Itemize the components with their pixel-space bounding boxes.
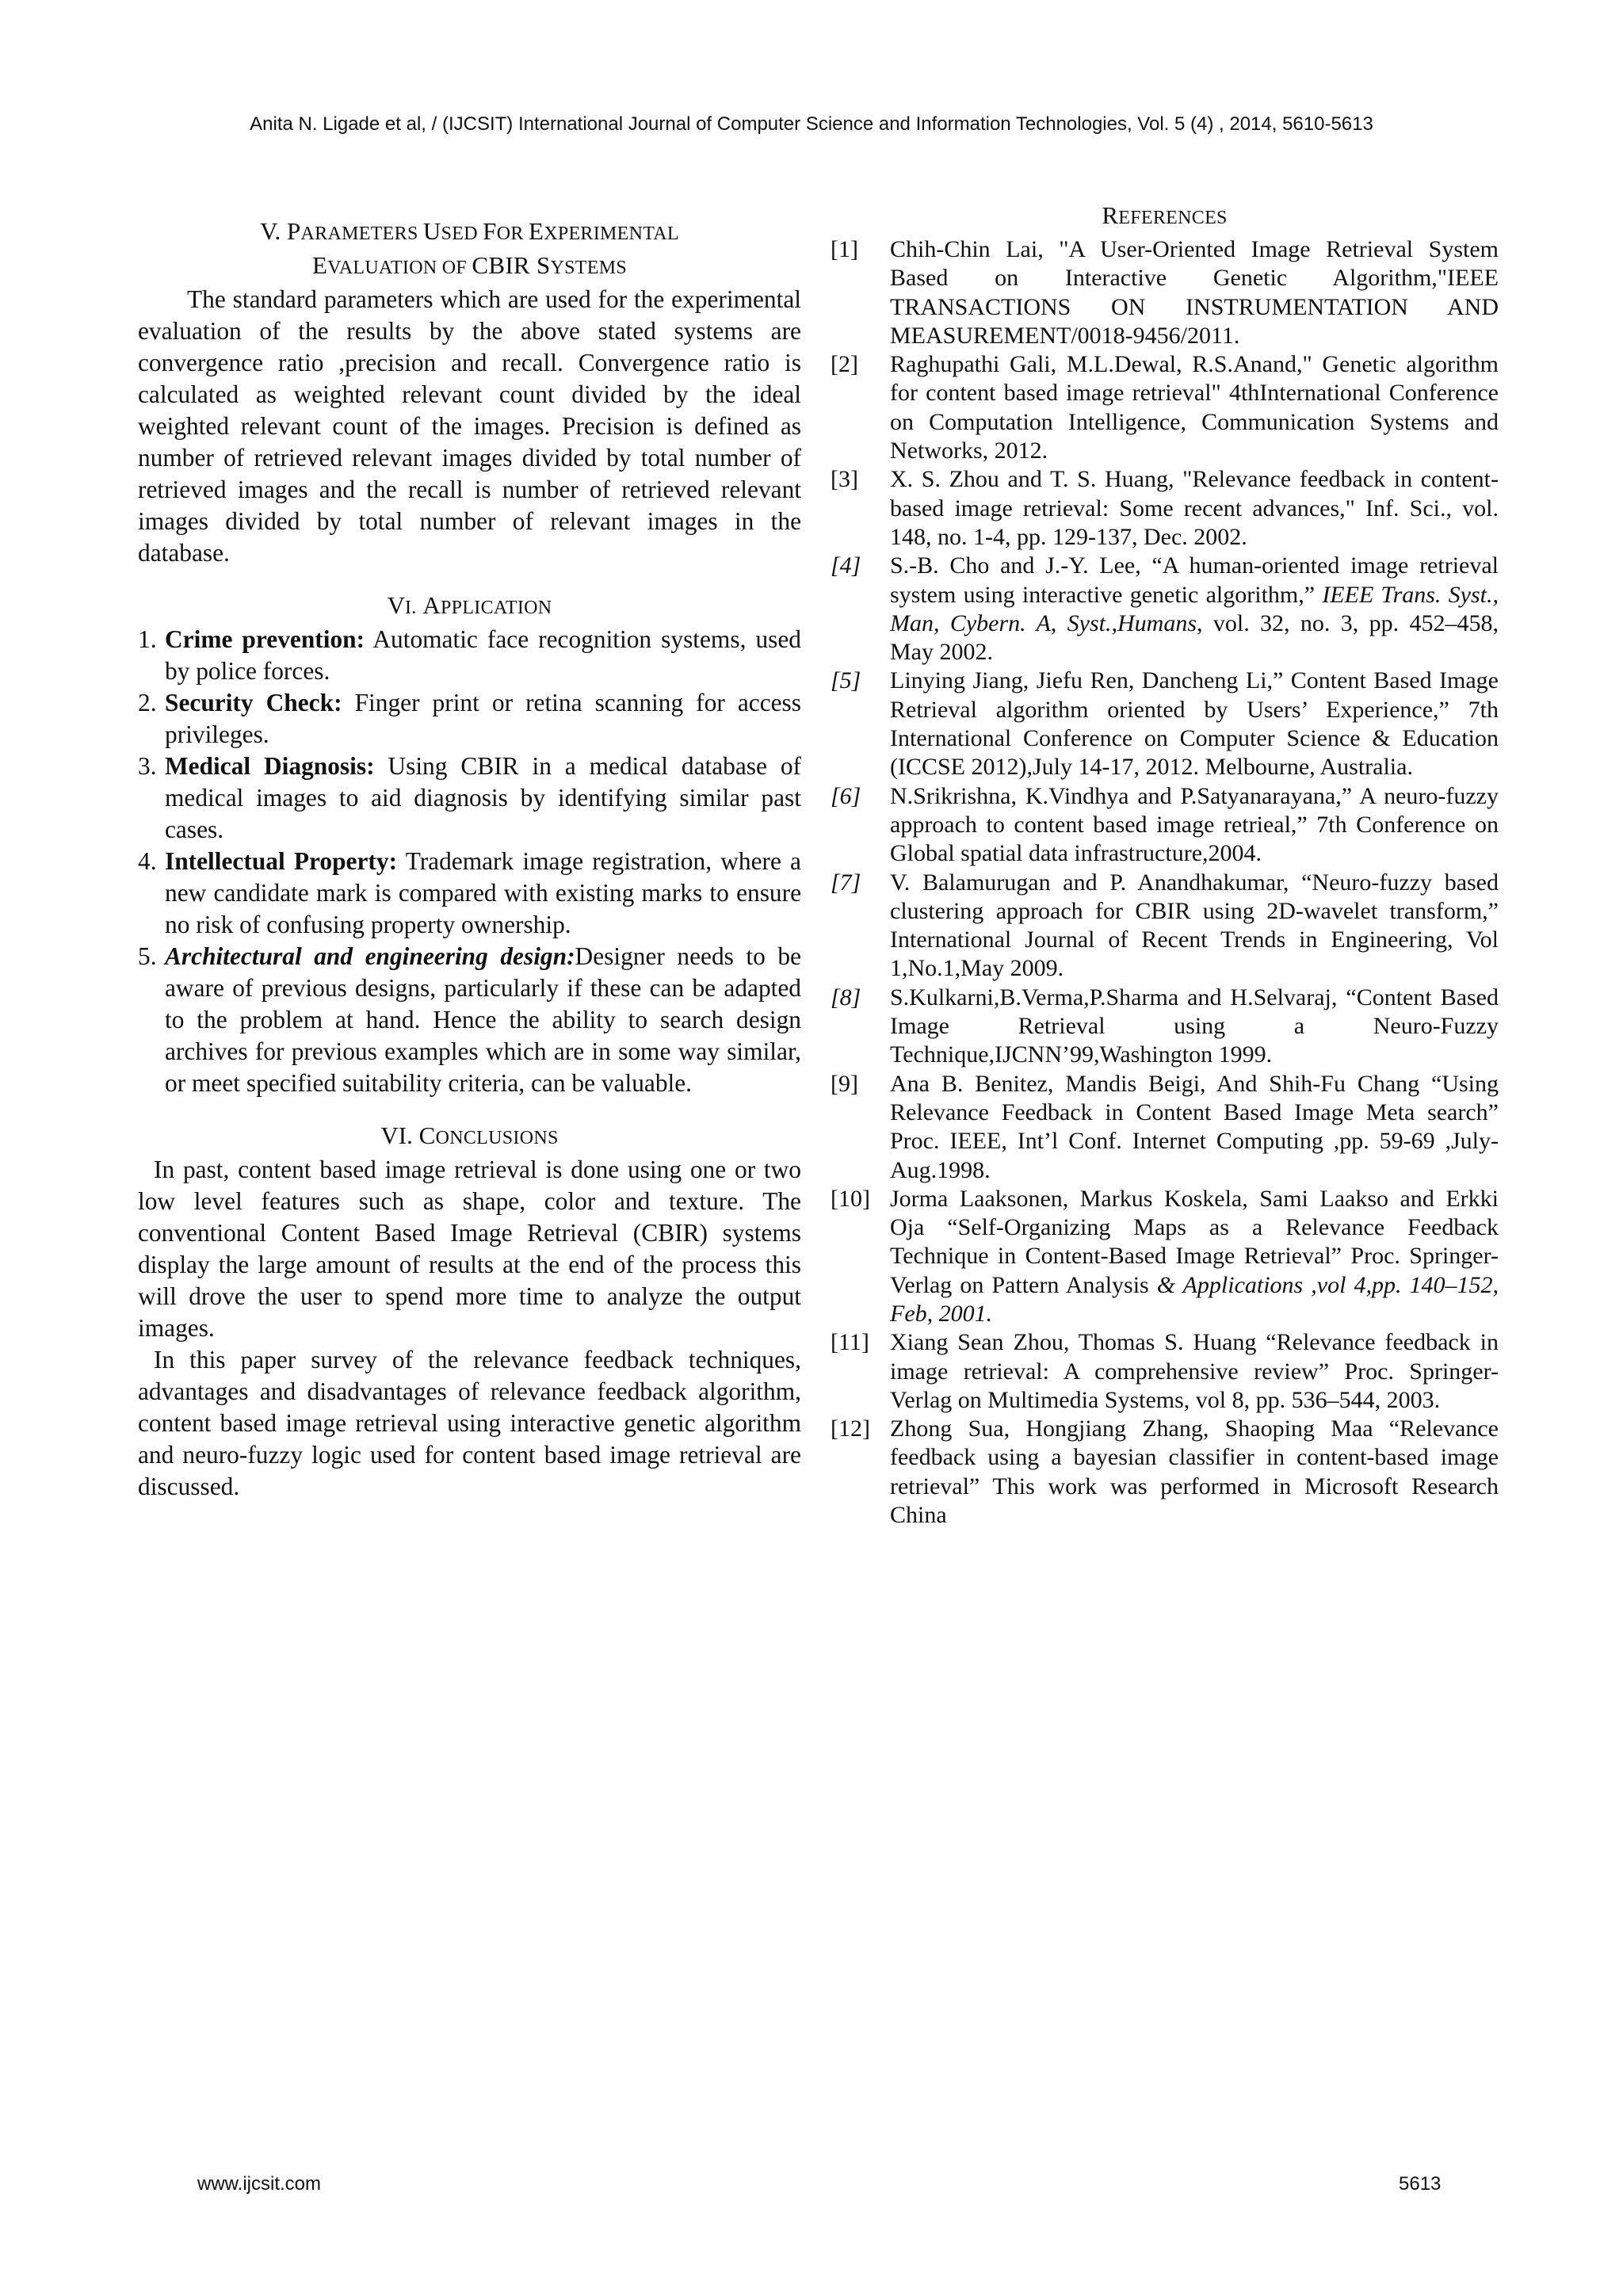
section-heading-application [138, 590, 801, 624]
reference-text: S.Kulkarni,B.Verma,P.Sharma and H.Selvaraj, “Content Based Image Retrieval using a Neuro-Fuzzy Technique,IJCNN’99,Washington 1999. [890, 984, 1499, 1068]
reference-text-italic: & Applications ,vol 4,pp. 140–152, Feb, 2001. [890, 1271, 1499, 1327]
references-heading [831, 200, 1499, 234]
list-term: Crime prevention: [165, 625, 365, 653]
section-heading-line-2: EVALUATION OF CBIR SYSTEMS [311, 251, 628, 279]
reference-text: Linying Jiang, Jiefu Ren, Dancheng Li,” Content Based Image Retrieval algorithm oriented by Users’ Experience,” 7th International Conference on Computer Science & Education (ICCSE 2012),July 14-17, 2012. Melbourne, Australia. [890, 667, 1499, 781]
reference-number: [8] [831, 984, 861, 1010]
list-text: Automatic face recognition systems, used by police forces. [165, 625, 801, 685]
conclusions-paragraph-2: In this paper survey of the relevance feedback techniques, advantages and disadvantages of relevance feedback algorithm, content based image retrieval using interactive genetic algorithm and neuro-fuzzy logic used for content based image retrieval are discussed. [138, 1346, 801, 1500]
reference-number: [5] [831, 667, 861, 694]
list-text: Finger print or retina scanning for access privileges. [165, 689, 801, 748]
reference-text [890, 552, 1499, 667]
reference-text: Raghupathi Gali, M.L.Dewal, R.S.Anand," Genetic algorithm for content based image retrieval" 4thInternational Conference on Computation Intelligence, Communication Systems and Networks, 2012. [890, 351, 1499, 464]
reference-number: [1] [831, 236, 858, 262]
reference-text: Chih-Chin Lai, "A User-Oriented Image Retrieval System Based on Interactive Genetic Algorithm,"IEEE TRANSACTIONS ON INSTRUMENTATION AND MEASUREMENT/0018-9456/2011. [890, 236, 1499, 349]
conclusions-paragraph-1: In past, content based image retrieval is done using one or two low level features such as shape, color and texture. The conventional Content Based Image Retrieval (CBIR) systems display the large amount of results at the end of the process this will drove the user to spend more time to analyze the output images. [138, 1156, 801, 1342]
reference-item [831, 1328, 1499, 1415]
application-list [138, 624, 801, 1099]
reference-number: [2] [831, 351, 858, 378]
reference-text: Xiang Sean Zhou, Thomas S. Huang “Relevance feedback in image retrieval: A comprehensive review” Proc. Springer-Verlag on Multimedia Systems, vol 8, pp. 536–544, 2003. [890, 1329, 1499, 1413]
section-numeral-sc: I. [405, 598, 417, 618]
section-numeral: V. [260, 217, 281, 245]
reference-item [831, 552, 1499, 667]
reference-journal: IEEE Trans. Syst., Man, Cybern. A, Syst.,Humans [890, 581, 1499, 636]
list-number: 3. [138, 752, 157, 780]
reference-item [831, 869, 1499, 984]
section-heading-line-1 [138, 216, 801, 250]
list-term: Security Check: [165, 689, 342, 716]
section-heading-parameters [138, 216, 801, 284]
footer-page-number: 5613 [1399, 2173, 1442, 2195]
reference-number: [3] [831, 466, 858, 493]
reference-text: Ana B. Benitez, Mandis Beigi, And Shih-Fu Chang “Using Relevance Feedback in Content Based Image Meta search” Proc. IEEE, Int’l Conf. Internet Computing ,pp. 59-69 ,July-Aug.1998. [890, 1070, 1499, 1183]
reference-list [831, 235, 1499, 1530]
reference-number: [6] [831, 782, 861, 809]
list-item [138, 687, 801, 751]
list-number: 2. [138, 689, 157, 716]
list-text: Using CBIR in a medical database of medical images to aid diagnosis by identifying similar past cases. [165, 752, 801, 843]
reference-text-part: S.-B. Cho and J.-Y. Lee, “A human-oriented image retrieval system using interactive genetic algorithm,” [890, 552, 1499, 608]
list-term: Intellectual Property: [165, 847, 398, 875]
list-item [138, 624, 801, 687]
reference-item [831, 235, 1499, 350]
section-title: CONCLUSIONS [418, 1121, 559, 1149]
reference-number: [12] [831, 1415, 870, 1442]
reference-item [831, 984, 1499, 1070]
section-title: APPLICATION [422, 591, 552, 619]
section-numeral: VI. [380, 1121, 413, 1149]
right-column [831, 200, 1499, 1530]
reference-text: V. Balamurugan and P. Anandhakumar, “Neuro-fuzzy based clustering approach for CBIR using 2D-wavelet transform,” International Journal of Recent Trends in Engineering, Vol 1,No.1,May 2009. [890, 869, 1499, 982]
reference-item [831, 667, 1499, 781]
reference-text [890, 1185, 1499, 1328]
reference-item [831, 1415, 1499, 1530]
reference-item [831, 465, 1499, 552]
list-text: Designer needs to be aware of previous designs, particularly if these can be adapted to the problem at hand. Hence the ability to search design archives for previous examples which are in some way similar, or meet specified suitability criteria, can be valuable. [165, 942, 801, 1097]
list-text: Trademark image registration, where a new candidate mark is compared with existing marks to ensure no risk of confusing property ownership. [165, 847, 801, 938]
section-heading-conclusions [138, 1120, 801, 1154]
reference-text: Zhong Sua, Hongjiang Zhang, Shaoping Maa “Relevance feedback using a bayesian classifier in content-based image retrieval” This work was performed in Microsoft Research China [890, 1415, 1499, 1529]
reference-number: [7] [831, 869, 861, 896]
list-number: 5. [138, 942, 157, 970]
list-term: Medical Diagnosis: [165, 752, 375, 780]
parameters-paragraph: The standard parameters which are used for the experimental evaluation of the results by the above stated systems are convergence ratio ,precision and recall. Convergence ratio is calculated as weighted relevant count divided by the ideal weighted relevant count of the images. Precision is defined as number of retrieved relevant images divided by total number of retrieved images and the recall is number of retrieved relevant images divided by total number of relevant images in the database. [138, 285, 801, 567]
footer-website[interactable]: www.ijcsit.com [197, 2173, 322, 2195]
reference-text: X. S. Zhou and T. S. Huang, "Relevance feedback in content-based image retrieval: Some recent advances," Inf. Sci., vol. 148, no. 1-4, pp. 129-137, Dec. 2002. [890, 466, 1499, 550]
reference-number: [10] [831, 1185, 870, 1212]
references-title: REFERENCES [1102, 201, 1228, 229]
list-term: Architectural and engineering design: [165, 942, 575, 970]
list-number: 4. [138, 847, 157, 875]
section-numeral: V [387, 591, 405, 619]
list-number: 1. [138, 625, 157, 653]
reference-item [831, 782, 1499, 869]
reference-number: [4] [831, 552, 861, 579]
reference-number: [9] [831, 1070, 858, 1097]
list-item [138, 751, 801, 846]
reference-text: N.Srikrishna, K.Vindhya and P.Satyanarayana,” A neuro-fuzzy approach to content based image retrieal,” 7th Conference on Global spatial data infrastructure,2004. [890, 782, 1499, 867]
reference-text-part: Jorma Laaksonen, Markus Koskela, Sami Laakso and Erkki Oja “Self-Organizing Maps as a Relevance Feedback Technique in Content-Based Image Retrieval” Proc. Springer-Verlag on Pattern Analysis [890, 1185, 1499, 1298]
reference-item [831, 1185, 1499, 1328]
section-title: PARAMETERS USED FOR EXPERIMENTAL [287, 217, 679, 245]
list-item [138, 941, 801, 1099]
reference-number: [11] [831, 1329, 869, 1356]
running-header: Anita N. Ligade et al, / (IJCSIT) International Journal of Computer Science and Information Technologies, Vol. 5 (4) , 2014, 5610-5613 [250, 113, 1373, 135]
list-item [138, 846, 801, 941]
reference-item [831, 1070, 1499, 1185]
left-column [138, 216, 801, 1503]
reference-text-part: , vol. 32, no. 3, pp. 452–458, May 2002. [890, 609, 1499, 666]
reference-item [831, 350, 1499, 465]
